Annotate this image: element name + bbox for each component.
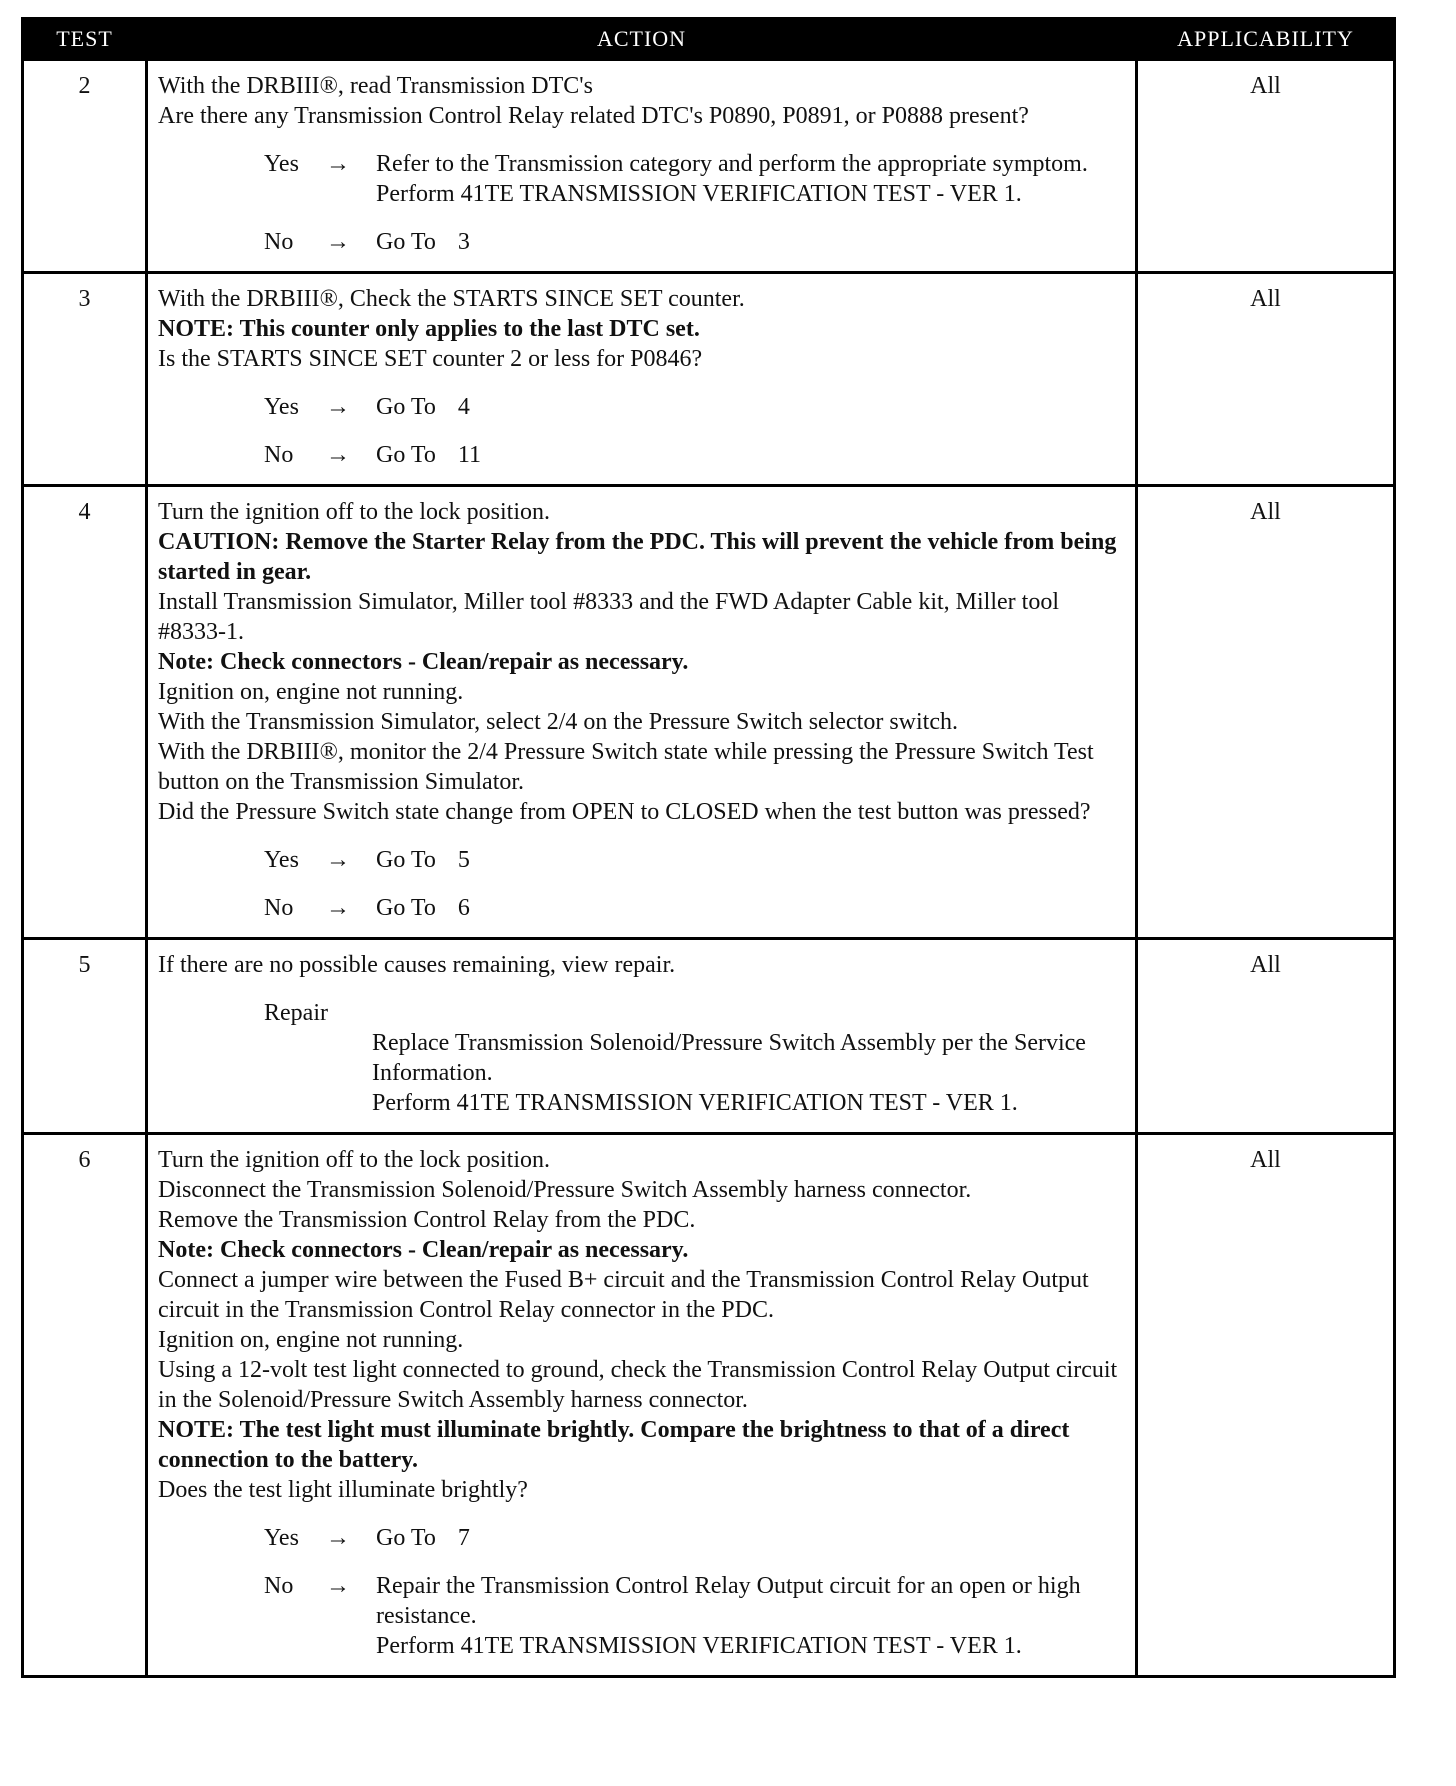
yes-response [158,149,1127,209]
goto-label: Go To [376,229,436,255]
table-row [23,486,1395,939]
action-cell [147,939,1137,1134]
yes-response [158,845,1127,875]
response-line: Perform 41TE TRANSMISSION VERIFICATION TEST - VER 1. [376,1633,1022,1659]
arrow-icon: → [326,1525,350,1551]
no-response [158,227,1127,257]
goto-label: Go To [376,847,436,873]
goto-target: 6 [457,895,470,921]
action-line: With the Transmission Simulator, select 2/4 on the Pressure Switch selector switch. [158,709,958,735]
header-row [23,19,1395,60]
no-label: No [264,229,294,255]
action-line: Using a 12-volt test light connected to ground, check the Transmission Control Relay Output circuit in the Solenoid/Pressure Switch Assembly harness connector. [158,1357,1118,1413]
yes-label: Yes [264,1525,299,1551]
goto-target: 3 [457,229,470,255]
goto-target: 11 [457,442,481,468]
arrow-icon: → [326,151,350,177]
yes-response [158,1523,1127,1553]
action-line: Connect a jumper wire between the Fused B+ circuit and the Transmission Control Relay Output circuit in the Transmission Control Relay connector in the PDC. [158,1267,1089,1323]
test-number: 4 [23,486,147,939]
action-line: With the DRBIII®, read Transmission DTC's [158,73,593,99]
applicability: All [1137,486,1395,939]
action-line: Did the Pressure Switch state change from OPEN to CLOSED when the test button was pressed? [158,799,1091,825]
note-line: Note: Check connectors - Clean/repair as necessary. [158,649,689,675]
table-row [23,60,1395,273]
response-line: Refer to the Transmission category and perform the appropriate symptom. [376,151,1088,177]
repair-block [158,998,1127,1118]
header-test: TEST [23,19,147,60]
repair-label: Repair [264,1000,328,1026]
goto-label: Go To [376,442,436,468]
caution-line: CAUTION: Remove the Starter Relay from the PDC. This will prevent the vehicle from being started in gear. [158,529,1117,585]
yes-label: Yes [264,151,299,177]
action-line: With the DRBIII®, Check the STARTS SINCE SET counter. [158,286,745,312]
applicability: All [1137,939,1395,1134]
goto-target: 4 [457,394,470,420]
action-line: Ignition on, engine not running. [158,679,464,705]
response-line: Repair the Transmission Control Relay Output circuit for an open or high resistance. [376,1573,1081,1629]
action-line: Remove the Transmission Control Relay from the PDC. [158,1207,696,1233]
arrow-icon: → [326,1573,350,1599]
table-row [23,273,1395,486]
goto-target: 5 [457,847,470,873]
no-label: No [264,442,294,468]
no-label: No [264,895,294,921]
action-cell [147,486,1137,939]
action-line: Turn the ignition off to the lock position. [158,1147,551,1173]
response-line: Perform 41TE TRANSMISSION VERIFICATION TEST - VER 1. [376,181,1022,207]
no-response [158,1571,1127,1661]
test-number: 6 [23,1134,147,1677]
goto-target: 7 [457,1525,470,1551]
goto-label: Go To [376,1525,436,1551]
applicability: All [1137,273,1395,486]
test-table [21,17,1396,1678]
action-line: If there are no possible causes remaining, view repair. [158,952,676,978]
action-line: Disconnect the Transmission Solenoid/Pressure Switch Assembly harness connector. [158,1177,972,1203]
action-line: Are there any Transmission Control Relay related DTC's P0890, P0891, or P0888 present? [158,103,1029,129]
repair-line: Replace Transmission Solenoid/Pressure Switch Assembly per the Service Information. [372,1030,1086,1086]
test-number: 2 [23,60,147,273]
applicability: All [1137,60,1395,273]
test-number: 5 [23,939,147,1134]
yes-response [158,392,1127,422]
action-line: Ignition on, engine not running. [158,1327,464,1353]
no-label: No [264,1573,294,1599]
action-line: With the DRBIII®, monitor the 2/4 Pressure Switch state while pressing the Pressure Switch Test button on the Transmission Simulator. [158,739,1094,795]
diagnostic-test-table [21,17,1393,1678]
arrow-icon: → [326,895,350,921]
arrow-icon: → [326,229,350,255]
arrow-icon: → [326,442,350,468]
arrow-icon: → [326,394,350,420]
action-cell [147,60,1137,273]
table-row [23,1134,1395,1677]
action-line: Install Transmission Simulator, Miller tool #8333 and the FWD Adapter Cable kit, Miller tool #8333-1. [158,589,1059,645]
no-response [158,440,1127,470]
test-number: 3 [23,273,147,486]
table-row [23,939,1395,1134]
note-line: NOTE: The test light must illuminate brightly. Compare the brightness to that of a direct connection to the battery. [158,1417,1070,1473]
action-cell [147,1134,1137,1677]
header-action: ACTION [147,19,1137,60]
note-line: Note: Check connectors - Clean/repair as necessary. [158,1237,689,1263]
yes-label: Yes [264,847,299,873]
no-response [158,893,1127,923]
goto-label: Go To [376,394,436,420]
note-line: NOTE: This counter only applies to the last DTC set. [158,316,700,342]
yes-label: Yes [264,394,299,420]
action-line: Turn the ignition off to the lock position. [158,499,551,525]
header-applicability: APPLICABILITY [1137,19,1395,60]
action-line: Does the test light illuminate brightly? [158,1477,528,1503]
arrow-icon: → [326,847,350,873]
repair-line: Perform 41TE TRANSMISSION VERIFICATION TEST - VER 1. [372,1090,1018,1116]
action-line: Is the STARTS SINCE SET counter 2 or less for P0846? [158,346,703,372]
action-cell [147,273,1137,486]
applicability: All [1137,1134,1395,1677]
goto-label: Go To [376,895,436,921]
